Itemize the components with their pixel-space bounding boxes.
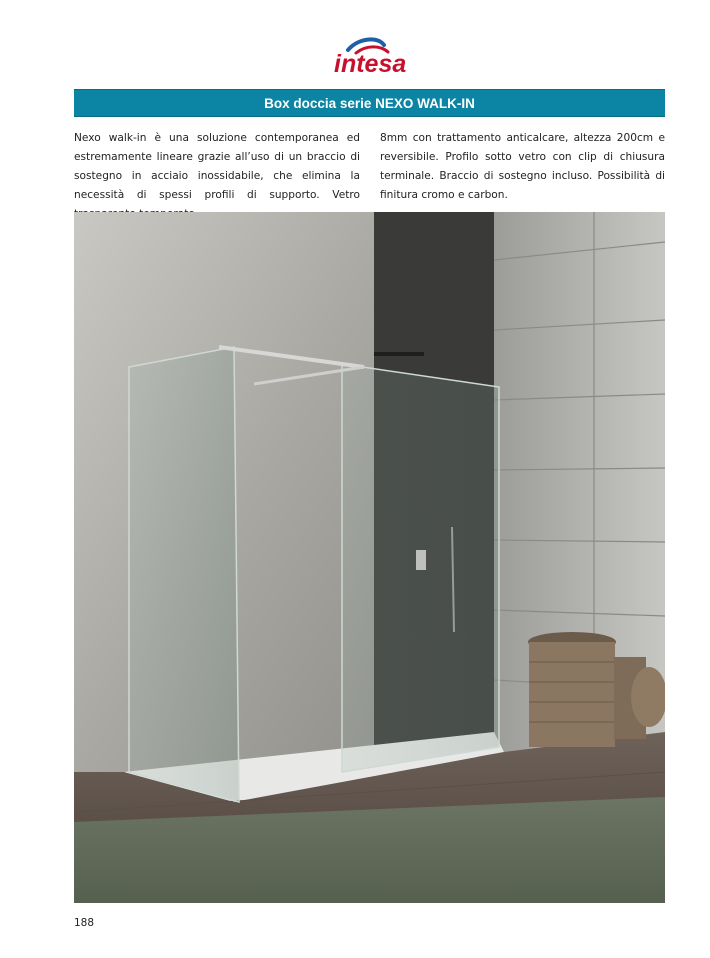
page-title: Box doccia serie NEXO WALK-IN [264,95,475,111]
product-photo [74,212,665,903]
page-number: 188 [74,917,95,929]
description-left-column: Nexo walk-in è una soluzione contemporanea ed estremamente lineare grazie all’uso di un braccio di sostegno in acciaio inossidabile, che elimina la necessità di spessi profili di supporto. Vetro [74,132,360,201]
section-title-bar [74,89,665,117]
shower-enclosure-illustration [74,212,665,903]
description-right-column: 8mm con trattamento anticalcare, altezza 200cm e reversibile. Profilo sotto vetro con clip di chiusura terminale. Braccio di sostegno incluso. Possibilità di finitura cromo e carbon. [380,132,665,201]
logo-wordmark: intesa [334,50,407,78]
intesa-logo [326,36,416,82]
